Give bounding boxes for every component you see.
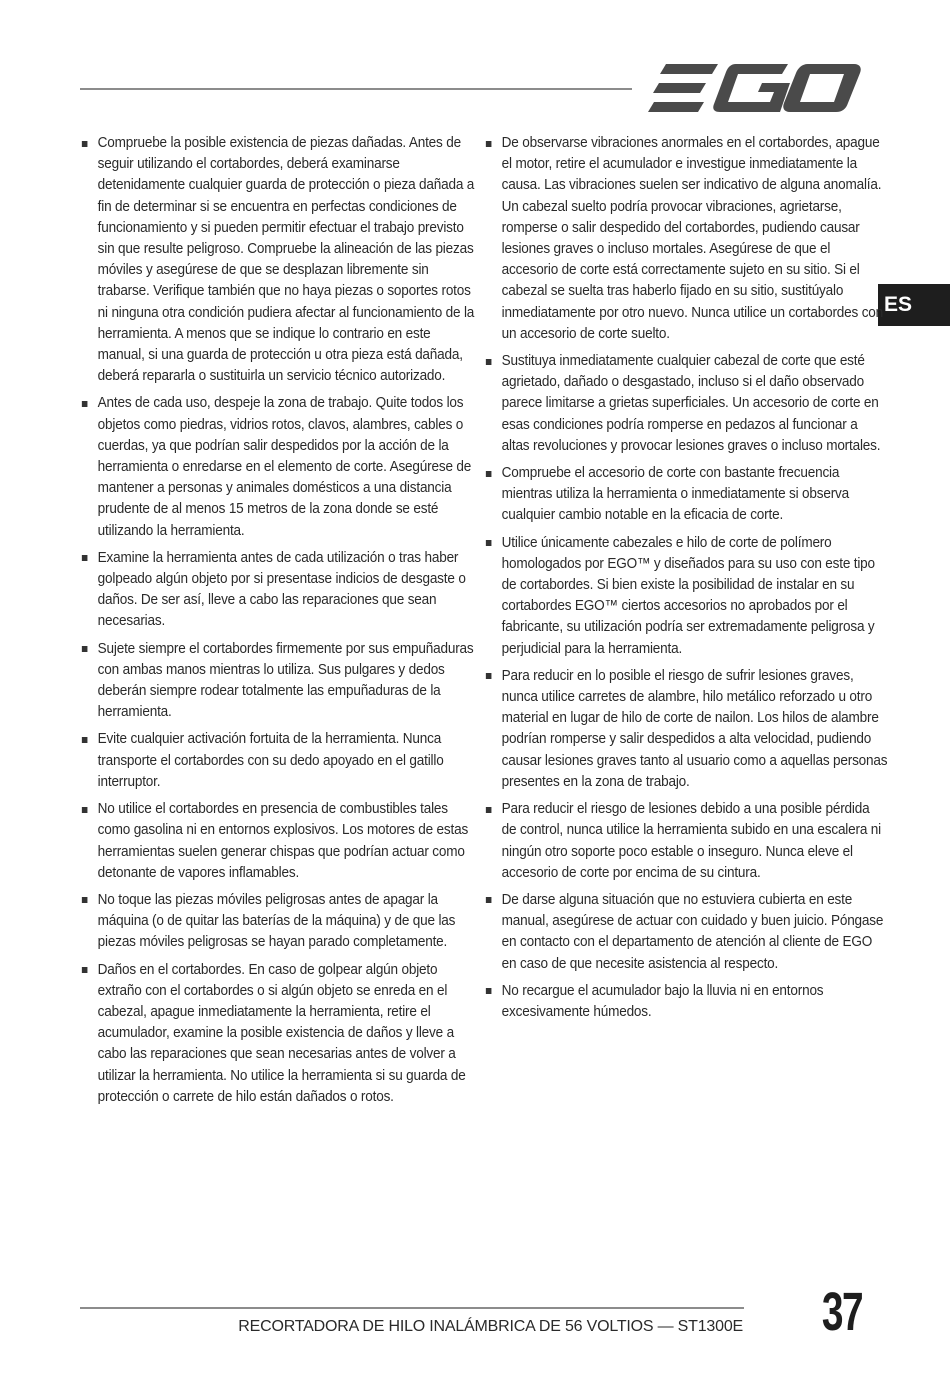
list-item-text: Evite cualquier activación fortuita de la herramienta. Nunca transporte el cortabordes con su dedo apoyado en el gatillo interruptor. [97,731,444,790]
list-item [80,729,476,793]
list-item-text: De observarse vibraciones anormales en el cortabordes, apague el motor, retire el acumulador e investigue inmediatamente la causa. Las vibraciones suelen ser indicativo de alguna anomalía. Un cabezal suelto podría provocar vibraciones, agrietarse, romperse o salir despedido del cortabordes, pudiendo causar lesiones graves o incluso mortales. Asegúrese de que el accesorio de corte está correctamente sujeto en su sitio. Si el cabezal se suelta tras haberlo fijado en su sitio, sustitúyalo inmediatamente por otro nuevo. Nunca utilice un cortabordes con un accesorio de corte suelto. [501,135,884,342]
ego-logo [648,62,862,114]
list-item-text: No recargue el acumulador bajo la lluvia ni en entornos excesivamente húmedos. [501,982,824,1020]
list-item-text: Utilice únicamente cabezales e hilo de corte de polímero homologados por EGO™ y diseñados para su uso con este tipo de cortabordes. Si bien existe la posibilidad de instalar en su cortabordes EGO™ ciertos accesorios no aprobados por el fabricante, su utilización podría ser extremadamente peligrosa y perjudicial para la herramienta. [501,534,875,657]
language-tab: ES [878,284,950,326]
list-item [80,393,476,541]
bullet-icon [486,141,492,147]
list-item-text: Daños en el cortabordes. En caso de golpear algún objeto extraño con el cortabordes o si algún objeto se enreda en el cabezal, apague inmediatamente la herramienta, retire el acumulador, examine la posible existencia de daños y lleve a cabo las reparaciones que sean necesarias antes de volver a utilizar la herramienta. No utilice la herramienta si su guarda de protección o carrete de hilo están dañados o rotos. [97,961,466,1105]
list-item-text: No utilice el cortabordes en presencia de combustibles tales como gasolina ni en entornos explosivos. Los motores de estas herramientas suelen generar chispas que podrían actuar como detonante de vapores inflamables. [97,801,469,881]
list-item [484,666,888,793]
right-column [484,133,888,1029]
list-item [80,890,476,954]
list-item [80,133,476,387]
page-number: 37 [821,1282,863,1342]
bullet-icon [82,897,88,903]
list-item [484,133,888,345]
bullet-icon [486,471,492,477]
bullet-icon [82,555,88,561]
list-item [80,548,476,633]
list-item [484,463,888,527]
list-item [484,799,888,884]
bullet-icon [486,540,492,546]
list-item [484,890,888,975]
bullet-icon [486,807,492,813]
list-item-text: Compruebe la posible existencia de piezas dañadas. Antes de seguir utilizando el cortabordes, deberá examinarse detenidamente cualquier guarda de protección o pieza dañada a fin de determinar si se encuentra en perfectas condiciones de funcionamiento y si pueden permitir efectuar el trabajo previsto sin que resulte peligroso. Compruebe la alineación de las piezas móviles y asegúrese de que se desplazan libremente sin trabarse. Verifique también que no haya piezas o soportes rotos ni ninguna otra condición pudiera afectar al funcionamiento de la herramienta. A menos que se indique lo contrario en este manual, si una guarda de protección u otra pieza está dañada, deberá repararla o sustituirla un servicio técnico autorizado. [97,135,475,385]
footer-title: RECORTADORA DE HILO INALÁMBRICA DE 56 VOLTIOS — ST1300E [238,1318,743,1335]
list-item [484,351,888,457]
list-item [80,960,476,1108]
header-rule [80,88,632,90]
list-item [484,533,888,660]
list-item-text: Sujete siempre el cortabordes firmemente por sus empuñaduras con ambas manos mientras lo utiliza. Sus pulgares y dedos deberán siempre rodear totalmente las empuñaduras de la herramienta. [97,640,474,721]
list-item-text: De darse alguna situación que no estuviera cubierta en este manual, asegúrese de actuar con cuidado y buen juicio. Póngase en contacto con el departamento de atención al cliente de EGO en caso de que necesite asistencia al respecto. [501,891,884,972]
bullet-icon [486,988,492,994]
bullet-icon [82,807,88,813]
list-item-text: Examine la herramienta antes de cada utilización o tras haber golpeado algún objeto por si presentase indicios de desgaste o daños. De ser así, lleve a cabo las reparaciones que sean necesarias. [97,549,466,630]
list-item-text: Antes de cada uso, despeje la zona de trabajo. Quite todos los objetos como piedras, vidrios rotos, clavos, alambres, cables o cuerdas, ya que podrían salir despedidos por la acción de la herramienta o enredarse en el elemento de corte. Asegúrese de mantener a personas y animales domésticos a una distancia prudente de al menos 15 metros de la zona donde se esté utilizando la herramienta. [97,395,472,539]
bullet-icon [82,967,88,973]
list-item [80,639,476,724]
footer-rule [80,1307,744,1309]
list-item-text: Para reducir en lo posible el riesgo de sufrir lesiones graves, nunca utilice carretes de alambre, hilo metálico reforzado u otro material en lugar de hilo de corte de nailon. Los hilos de alambre podrían romperse y salir despedidos a alta velocidad, pudiendo causar lesiones graves tanto al usuario como a aquellas personas presentes en la zona de trabajo. [501,667,888,790]
list-item-text: Sustituya inmediatamente cualquier cabezal de corte que esté agrietado, dañado o desgastado, incluso si el daño observado parece limitarse a grietas superficiales. Un accesorio de corte en esas condiciones podría romperse en pedazos al funcionar a altas revoluciones y provocar lesiones graves o incluso mortales. [501,353,881,454]
left-column [80,133,475,1114]
bullet-icon [486,359,492,365]
bullet-icon [486,673,492,679]
list-item-text: Compruebe el accesorio de corte con bastante frecuencia mientras utiliza la herramienta o inmediatamente si observa cualquier cambio notable en la eficacia de corte. [501,465,850,524]
list-item-text: No toque las piezas móviles peligrosas antes de apagar la máquina (o de quitar las baterías de la máquina) y de que las piezas móviles peligrosas se hayan parado completamente. [97,891,456,951]
list-item [484,981,888,1023]
bullet-icon [486,897,492,903]
bullet-icon [82,401,88,407]
list-item [80,799,476,884]
bullet-icon [82,141,88,147]
list-item-text: Para reducir el riesgo de lesiones debido a una posible pérdida de control, nunca utilice la herramienta subido en una escalera ni ningún otro soporte poco estable o inseguro. Nunca eleve el accesorio de corte por encima de su cintura. [501,801,881,881]
bullet-icon [82,737,88,743]
bullet-icon [82,646,88,652]
